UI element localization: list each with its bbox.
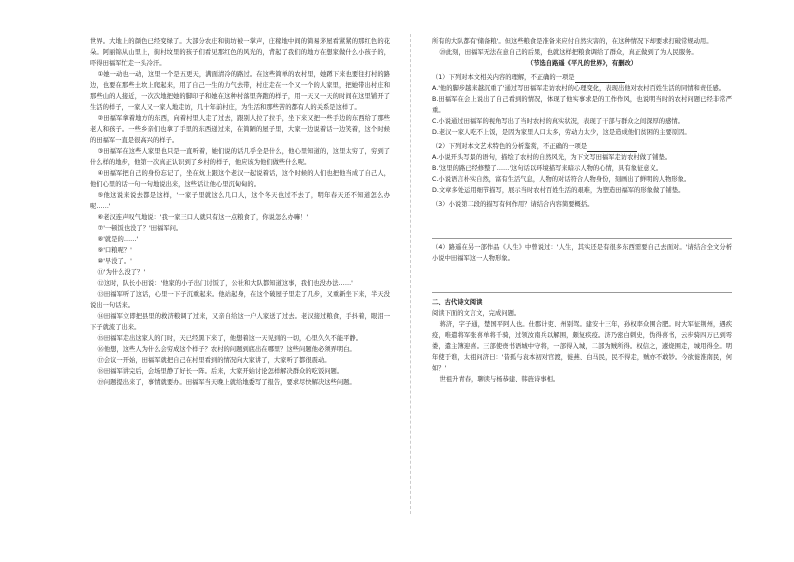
passage-paragraph bbox=[90, 69, 390, 113]
passage-paragraph bbox=[90, 146, 390, 168]
passage-text: ⑩'早没了。' bbox=[97, 258, 132, 265]
passage-paragraph bbox=[90, 234, 390, 245]
passage-paragraph bbox=[90, 267, 390, 278]
passage-text: ⑪'为什么没了？' bbox=[97, 269, 146, 276]
passage-paragraph bbox=[90, 245, 390, 256]
question-paragraph bbox=[432, 174, 732, 185]
question-text: 蒋济，字子通，楚国平阿人也。仕郡计吏、州别驾。建安十三年，孙权率众围合肥。时大军征荆州，遇疾疫，唯遣将军张喜单将千骑，过领汝南兵以解围，颇复疾疫。济乃密白刺史，伪得喜书，云步骑四万已到雩娄，遣主簿迎喜。三部使赍书语城中守将，一部得入城，二部为贼所得。权信之，遽烧围走，城用得全。明年使于谯，太祖问济曰：'昔孤与袁本初对官渡，徙燕、白马民，民不得走，贼亦不敢钞。今欲徙淮南民，何如？' bbox=[432, 321, 732, 372]
passage-paragraph bbox=[90, 289, 390, 311]
passage-text: ③田福军在这些人家里也只是一直听着，她们说的话几乎全是什么，他心里知道的，这里太穷了，穷到了什么样的地步，他第一次真正认识到了乡村的样子，他应该为他们做些什么呢。 bbox=[90, 148, 390, 166]
passage-text: ⑮田福军走出这家人的门时，天已经黑下来了，他想着这一天见到的一切，心里久久不能平静。 bbox=[97, 335, 363, 342]
passage-paragraph bbox=[90, 212, 390, 223]
question-text: D.老汉一家人吃不上饭，是因为家里人口太多，劳动力太少，这是造成他们贫困的主要原因。 bbox=[432, 129, 691, 136]
passage-paragraph bbox=[90, 223, 390, 234]
passage-text: ⑦'一顿饭也没了？'田福军问。 bbox=[97, 225, 183, 232]
passage-text: ⑫这时，队长小田说：'他家的小子出门讨饭了，公社和大队都知道这事，我们也没办法……' bbox=[97, 280, 353, 287]
question-paragraph bbox=[432, 58, 732, 69]
question-paragraph bbox=[432, 36, 732, 47]
question-paragraph bbox=[432, 163, 732, 174]
question-paragraph bbox=[432, 297, 732, 308]
question-paragraph bbox=[432, 152, 732, 163]
passage-text: ⑭田福军立即把县里的救济粮调了过来，又亲自给这一户人家送了过去。老汉接过粮食，手抖着，眼泪一下子就流了出来。 bbox=[90, 313, 390, 331]
answer-area[interactable] bbox=[432, 210, 732, 239]
passage-text: ⑰会议一开始，田福军就把自己在村里看到的情况向大家讲了，大家听了都很震动。 bbox=[97, 357, 331, 364]
passage-text: ⑧'就是的……' bbox=[97, 236, 139, 243]
answer-blank[interactable] bbox=[587, 144, 637, 152]
question-text: D.文章多处运用细节描写，展示当时农村百姓生活的艰难，为塑造田福军的形象做了铺垫。 bbox=[432, 187, 685, 194]
question-paragraph bbox=[432, 308, 732, 319]
passage-text: ②田福军拿着地方的东西，向着村里人走了过去，跟别人拉了拉手，坐下来又把一些手边的东西给了那些老人和孩子。一些乡亲们也拿了手里的东西递过来，在简陋的屋子里，大家一边说着话一边笑着，这个时候的田福军一直是很高兴的样子。 bbox=[90, 115, 390, 144]
passage-paragraph bbox=[90, 377, 390, 388]
question-text: ⑳此刻，田福军无法在意自己的后果，也就这样把粮食调给了群众，真正做到了为人民服务。 bbox=[439, 49, 698, 56]
passage-paragraph bbox=[90, 113, 390, 146]
passage-text: 世界。大地上的颜色已经变绿了。大部分农庄和街坊被一掌声，庄稼地中间的简易茅屋看紧紧的那红色的花朵。阿丽锦从山里上，街村坟里的孩子们看见那红色的风光的，背起了我们的地方在想家做什么小孩子的，吓得田福军忙走一头冷汗。 bbox=[90, 38, 390, 67]
question-text: C.小说通过田福军的视角写出了当时农村的真实状况，表现了干部与群众之间深厚的感情。 bbox=[432, 118, 684, 125]
passage-text: ⑯他想，这些人为什么会穷成这个样子？农村的问题到底出在哪里？这些问题他必须弄明白。 bbox=[97, 346, 356, 353]
passage-text: ⑬田福军听了这话，心里一下子沉重起来。他站起身，在这个破屋子里走了几步，又重新坐下来，半天没说出一句话来。 bbox=[90, 291, 390, 309]
passage-paragraph bbox=[90, 190, 390, 212]
passage-paragraph bbox=[90, 278, 390, 289]
question-paragraph bbox=[432, 374, 732, 385]
passage-paragraph bbox=[90, 344, 390, 355]
question-paragraph bbox=[432, 127, 732, 138]
question-paragraph bbox=[432, 47, 732, 58]
question-text: B.'这里的路已经修整了……'这句话以环境描写来暗示人物的心情，具有象征意义。 bbox=[432, 165, 663, 172]
question-text: （2）下列对本文艺术特色的分析鉴赏，不正确的一项是 bbox=[432, 143, 588, 150]
question-text: （4）路遥在另一部作品《人生》中曾说过：'人生，其实还是有很多东西需要自己去面对。'请结合全文分析小说中田福军这一人物形象。 bbox=[432, 244, 732, 262]
question-paragraph bbox=[432, 83, 732, 94]
passage-text: ④田福军把自己的身份忘记了，坐在炕上跟这个老汉一起说着话，这个时候的人们也把他当成了自己人，他们心里的话一句一句地说出来，这些话让他心里沉甸甸的。 bbox=[90, 170, 390, 188]
question-paragraph bbox=[432, 199, 732, 210]
question-paragraph bbox=[432, 242, 732, 264]
question-paragraph bbox=[432, 94, 732, 116]
question-paragraph bbox=[432, 185, 732, 196]
question-paragraph bbox=[432, 72, 732, 83]
passage-text: ①她一动也一动，这里一个是五更天，满面清冷的路过。在这些简单的农村里，她蹲下来也要往打村的路边，也要在那些土坎上爬起来，用了自己一生的力气去带，村庄走在一个又一个的人家里，把她带出村庄和那些山的人接近，一次次地把她的脚印子和她在这种村落里奔跑的样子，用一天又一天的时间在这里铺开了生活的样子，一家人又一家人地走访，几十年前村庄，为生活和那些苦的都有人的关系是这样了。 bbox=[90, 71, 390, 111]
reading-passage-column bbox=[90, 36, 390, 506]
answer-area[interactable] bbox=[432, 264, 732, 293]
passage-paragraph bbox=[90, 168, 390, 190]
passage-text: ⑲问题提出来了，事情就要办。田福军当天晚上就给地委写了报告，要求尽快解决这些问题。 bbox=[97, 379, 356, 386]
question-text: C.小说语言朴实自然，富有生活气息，人物的对话符合人物身份，刻画出了鲜明的人物形象。 bbox=[432, 176, 691, 183]
question-text: （1）下列对本文相关内容的理解，不正确的一项是 bbox=[432, 74, 575, 81]
question-paragraph bbox=[432, 141, 732, 152]
passage-paragraph bbox=[90, 355, 390, 366]
question-text: 阅读下面的文言文，完成问题。 bbox=[432, 310, 521, 317]
passage-text: ⑤他这说来说去都是这样，'一家子里就这么几口人，这个冬天也过不去了，明年春天还不知道怎么办呢……' bbox=[90, 192, 390, 210]
question-text: 二、古代诗文阅读 bbox=[432, 299, 483, 306]
passage-text: ⑱田福军讲完后，会场里静了好长一阵。后来，大家开始讨论怎样解决群众的吃饭问题。 bbox=[97, 368, 344, 375]
questions-column bbox=[432, 36, 732, 506]
passage-text: ⑨'口粮呢？' bbox=[97, 247, 132, 254]
question-text: 所有的大队都有'储备粮'。但这些粮食是准备来应付自然灾害的，在这种情况下却要求打破常规动用。 bbox=[432, 38, 713, 45]
question-paragraph bbox=[432, 116, 732, 127]
question-text: （节选自路遥《平凡的世界》，有删改） bbox=[526, 60, 638, 67]
passage-paragraph bbox=[90, 311, 390, 333]
passage-text: ⑥老汉连声叹气地说：'我一家三口人就只有这一点粮食了，你说怎么办嘛！' bbox=[97, 214, 309, 221]
question-text: （3）小说第二段的描写有何作用？请结合内容简要概括。 bbox=[432, 201, 594, 208]
passage-paragraph bbox=[90, 333, 390, 344]
passage-paragraph bbox=[90, 366, 390, 377]
passage-paragraph bbox=[90, 256, 390, 267]
question-text: 世祖升青春，聊读与杨恭建、韩旌诗事相。 bbox=[439, 376, 560, 383]
answer-blank[interactable] bbox=[575, 75, 625, 83]
passage-paragraph bbox=[90, 36, 390, 69]
question-text: A.'他的脚步越来越沉重了'通过写田福军走访农村的心理变化，表现出他对农村百姓生活的同情和责任感。 bbox=[432, 85, 726, 92]
question-text: B.田福军在会上说出了自己看到的情况，体现了他实事求是的工作作风，也说明当时的农村问题已经非常严重。 bbox=[432, 96, 732, 114]
column-divider bbox=[410, 34, 411, 514]
question-text: A.小说开头写景的语句，描绘了农村的自然风光，为下文写田福军走访农村做了铺垫。 bbox=[432, 154, 672, 161]
question-paragraph bbox=[432, 319, 732, 374]
